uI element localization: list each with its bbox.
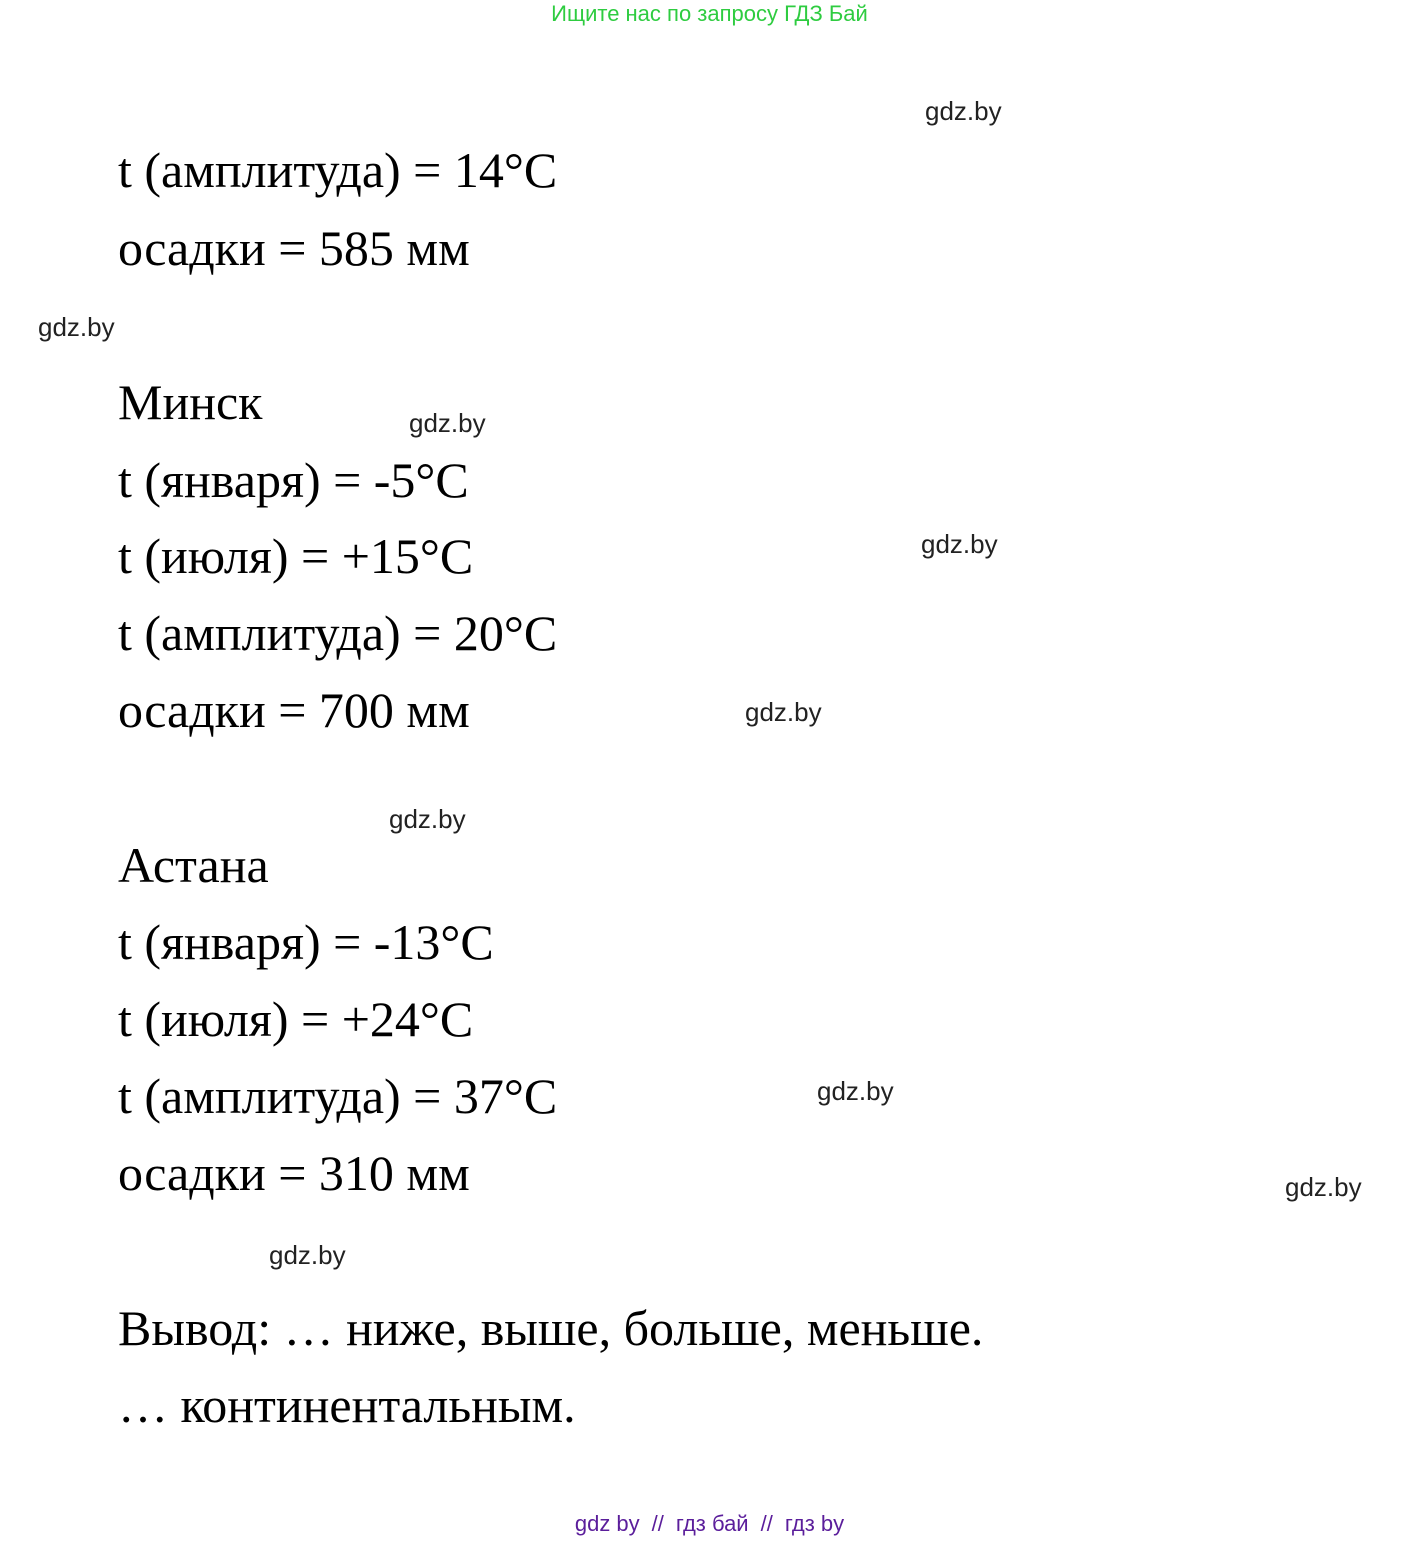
footer-separator: // — [760, 1511, 773, 1536]
footer-separator: // — [651, 1511, 664, 1536]
city-heading-astana: Астана — [118, 837, 269, 893]
watermark: gdz.by — [745, 697, 822, 727]
text-line-amplitude-astana: t (амплитуда) = 37°C — [118, 1068, 558, 1124]
search-hint-banner: Ищите нас по запросу ГДЗ Бай — [551, 1, 868, 26]
watermark: gdz.by — [817, 1076, 894, 1106]
text-line-precipitation-1: осадки = 585 мм — [118, 220, 470, 276]
text-line-amplitude-1: t (амплитуда) = 14°C — [118, 142, 558, 198]
watermark: gdz.by — [389, 804, 466, 834]
conclusion-line-2: … континентальным. — [118, 1377, 576, 1433]
text-line-january-astana: t (января) = -13°C — [118, 914, 494, 970]
text-line-amplitude-minsk: t (амплитуда) = 20°C — [118, 605, 558, 661]
text-line-january-minsk: t (января) = -5°C — [118, 452, 469, 508]
city-heading-minsk: Минск — [118, 374, 263, 430]
footer-link-gdz-by-cyr[interactable]: гдз by — [784, 1511, 845, 1536]
text-line-july-minsk: t (июля) = +15°C — [118, 528, 474, 584]
watermark: gdz.by — [921, 529, 998, 559]
watermark: gdz.by — [925, 96, 1002, 126]
footer-link-gdz-by[interactable]: gdz by — [574, 1511, 640, 1536]
watermark: gdz.by — [38, 312, 115, 342]
footer-links — [0, 1510, 1419, 1538]
conclusion-line-1: Вывод: … ниже, выше, больше, меньше. — [118, 1300, 984, 1356]
text-line-precipitation-minsk: осадки = 700 мм — [118, 682, 470, 738]
text-line-july-astana: t (июля) = +24°C — [118, 991, 474, 1047]
footer-link-gdz-bai[interactable]: гдз бай — [675, 1511, 749, 1536]
watermark: gdz.by — [269, 1240, 346, 1270]
watermark: gdz.by — [1285, 1172, 1362, 1202]
text-line-precipitation-astana: осадки = 310 мм — [118, 1145, 470, 1201]
watermark: gdz.by — [409, 408, 486, 438]
